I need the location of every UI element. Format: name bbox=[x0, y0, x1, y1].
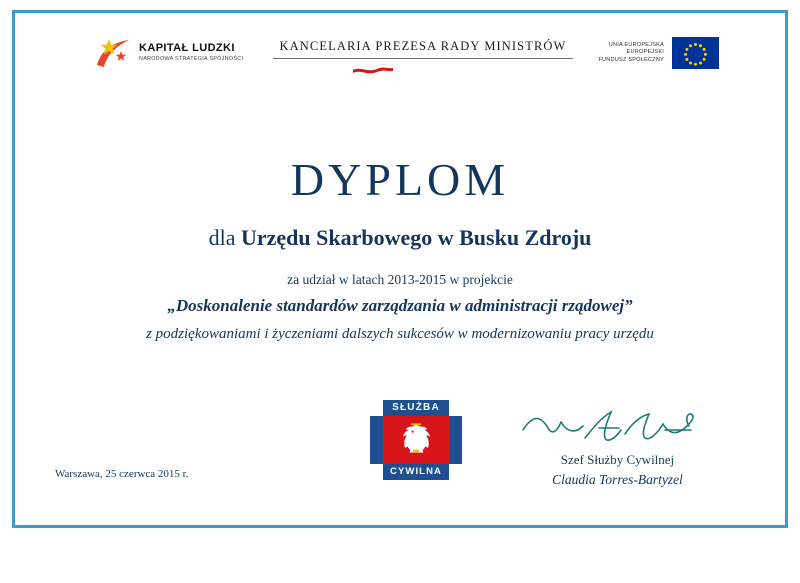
kprm-divider bbox=[273, 58, 573, 59]
eu-text bbox=[598, 42, 664, 65]
eu-logo-block bbox=[598, 37, 719, 69]
kapital-ludzki-subtitle: NARODOWA STRATEGIA SPÓJNOŚCI bbox=[139, 55, 244, 62]
eu-flag-icon bbox=[672, 37, 719, 69]
place-and-date: Warszawa, 25 czerwca 2015 r. bbox=[55, 468, 189, 480]
emblem-top-label: SŁUŻBA bbox=[383, 400, 449, 416]
participation-subline: za udział w latach 2013-2015 w projekcie bbox=[287, 272, 513, 287]
signature-role: Szef Służby Cywilnej bbox=[560, 452, 675, 467]
signature-block bbox=[510, 408, 725, 488]
polish-flag-icon bbox=[351, 61, 395, 73]
polish-eagle-icon bbox=[396, 420, 436, 460]
kprm-title: KANCELARIA PREZESA RADY MINISTRÓW bbox=[279, 39, 567, 53]
project-title: „Doskonalenie standardów zarządzania w administracji rządowej” bbox=[167, 296, 633, 315]
emblem-left-bar bbox=[370, 416, 383, 464]
kprm-block bbox=[273, 39, 573, 59]
page-title: DYPLOM bbox=[290, 154, 510, 205]
sluzba-cywilna-emblem bbox=[370, 400, 462, 485]
eu-line-3: FUNDUSZ SPOŁECZNY bbox=[598, 56, 664, 63]
emblem-bottom-label: CYWILNA bbox=[383, 464, 449, 480]
certificate-header bbox=[15, 13, 785, 95]
kapital-ludzki-text bbox=[139, 43, 243, 62]
recipient-name: Urzędu Skarbowego w Busku Zdroju bbox=[240, 225, 592, 250]
recipient-line bbox=[15, 225, 785, 251]
eu-line-1: UNIA EUROPEJSKA bbox=[608, 41, 664, 48]
eu-line-2: EUROPEJSKI bbox=[626, 49, 664, 56]
certificate-border bbox=[12, 10, 788, 528]
wishes-line: z podziękowaniami i życzeniami dalszych sukcesów w modernizowaniu pracy urzędu bbox=[146, 326, 654, 342]
handwritten-signature-icon bbox=[510, 408, 725, 450]
kapital-ludzki-star-icon bbox=[95, 35, 133, 71]
kapital-ludzki-title: KAPITAŁ LUDZKI bbox=[139, 42, 235, 55]
emblem-shield bbox=[370, 416, 462, 464]
signature-name: Claudia Torres-Bartyzel bbox=[552, 472, 683, 487]
kapital-ludzki-logo bbox=[95, 35, 243, 71]
emblem-right-bar bbox=[449, 416, 462, 464]
recipient-lead: dla bbox=[208, 225, 241, 250]
